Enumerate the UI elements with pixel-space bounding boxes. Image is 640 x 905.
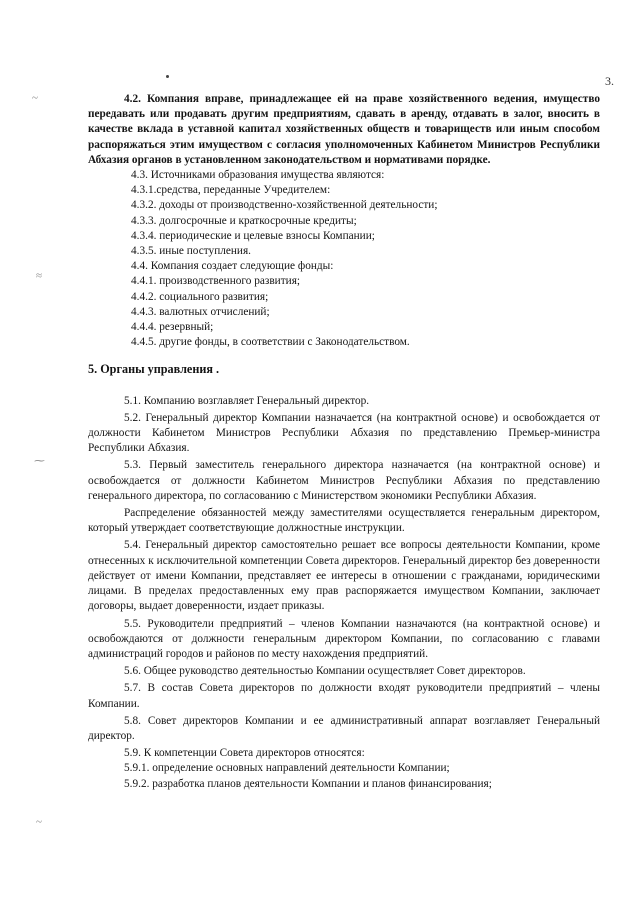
item-4-3-3: 4.3.3. долгосрочные и краткосрочные кредиты; [131,214,357,227]
item-4-4-5: 4.4.5. другие фонды, в соответствии с Законодательством. [131,336,410,349]
item-4-4-2: 4.4.2. социального развития; [131,290,269,303]
binding-hole-mark: ~ [36,816,42,828]
paragraph-5-9: 5.9. К компетенции Совета директоров относятся: [124,747,365,760]
paragraph-5-4: 5.4. Генеральный директор самостоятельно решает все вопросы деятельности Компании, кроме отнесенных к исключительной компетенции Совета директоров. Генеральный директор без доверенности действует от имени Компании, представляет ее интересы в отношении с гражданами, юридическими лицами. В пределах предоставленных ему прав распоряжается имуществом Компании, заключает договоры, выдает доверенности, издает приказы. [88,539,600,613]
binding-hole-mark: ~ [32,92,38,104]
item-4-4-3: 4.4.3. валютных отчислений; [131,305,270,318]
paragraph-4-2: 4.2. Компания вправе, принадлежащее ей на праве хозяйственного ведения, имущество передавать или продавать другим предприятиям, сдавать в аренду, отдавать в залог, вносить в качестве вклада в уставной капитал хозяйственных обществ и товариществ или иным способом распоряжаться этим имуществом с согласия уполномоченных Кабинетом Министров Республики Абхазия органов в установленном законодательством и нормативами порядке. [88,93,600,166]
item-4-4-4: 4.4.4. резервный; [131,321,214,334]
section-5-heading: 5. Органы управления . [88,362,220,377]
item-4-3-5: 4.3.5. иные поступления. [131,245,251,258]
binding-hole-mark: ⁓ [34,455,45,467]
paragraph-5-2: 5.2. Генеральный директор Компании назначается (на контрактной основе) и освобождается от должности Кабинетом Министров Республики Абхазия по представлению Премьер-министра Республики Абхазия. [88,411,600,455]
scan-speck [166,75,169,78]
paragraph-duties-distribution: Распределение обязанностей между заместителями осуществляется генеральным директором, который утверждает соответствующие должностные инструкции. [88,507,600,535]
binding-hole-mark: ≈ [36,270,43,282]
paragraph-5-3: 5.3. Первый заместитель генерального директора назначается (на контрактной основе) и освобождается от должности Кабинетом Министров Республики Абхазия по представлению генерального директора, по согласованию с Министерством экономики Республики Абхазия. [88,459,600,502]
item-5-9-1: 5.9.1. определение основных направлений деятельности Компании; [124,762,450,775]
paragraph-4-3: 4.3. Источниками образования имущества являются: [131,169,385,182]
paragraph-5-1: 5.1. Компанию возглавляет Генеральный директор. [124,394,370,407]
item-4-3-4: 4.3.4. периодические и целевые взносы Компании; [131,229,375,242]
item-4-3-2: 4.3.2. доходы от производственно-хозяйственной деятельности; [131,199,438,212]
paragraph-5-8: 5.8. Совет директоров Компании и ее административный аппарат возглавляет Генеральный директор. [88,714,600,742]
paragraph-5-6: 5.6. Общее руководство деятельностью Компании осуществляет Совет директоров. [124,665,526,678]
page-number: 3. [605,74,614,88]
document-body [88,92,600,792]
paragraph-5-5: 5.5. Руководители предприятий – членов Компании назначаются (на контрактной основе) и освобождаются от должности генеральным директором Компании, по согласованию с главами администраций городов и районов по месту нахождения предприятий. [88,617,600,660]
item-4-4-1: 4.4.1. производственного развития; [131,275,301,288]
item-5-9-2: 5.9.2. разработка планов деятельности Компании и планов финансирования; [124,777,492,790]
paragraph-5-7: 5.7. В состав Совета директоров по должности входят руководители предприятий – члены Компании. [88,682,600,710]
paragraph-4-4: 4.4. Компания создает следующие фонды: [131,260,334,273]
item-4-3-1: 4.3.1.средства, переданные Учредителем: [131,184,331,197]
